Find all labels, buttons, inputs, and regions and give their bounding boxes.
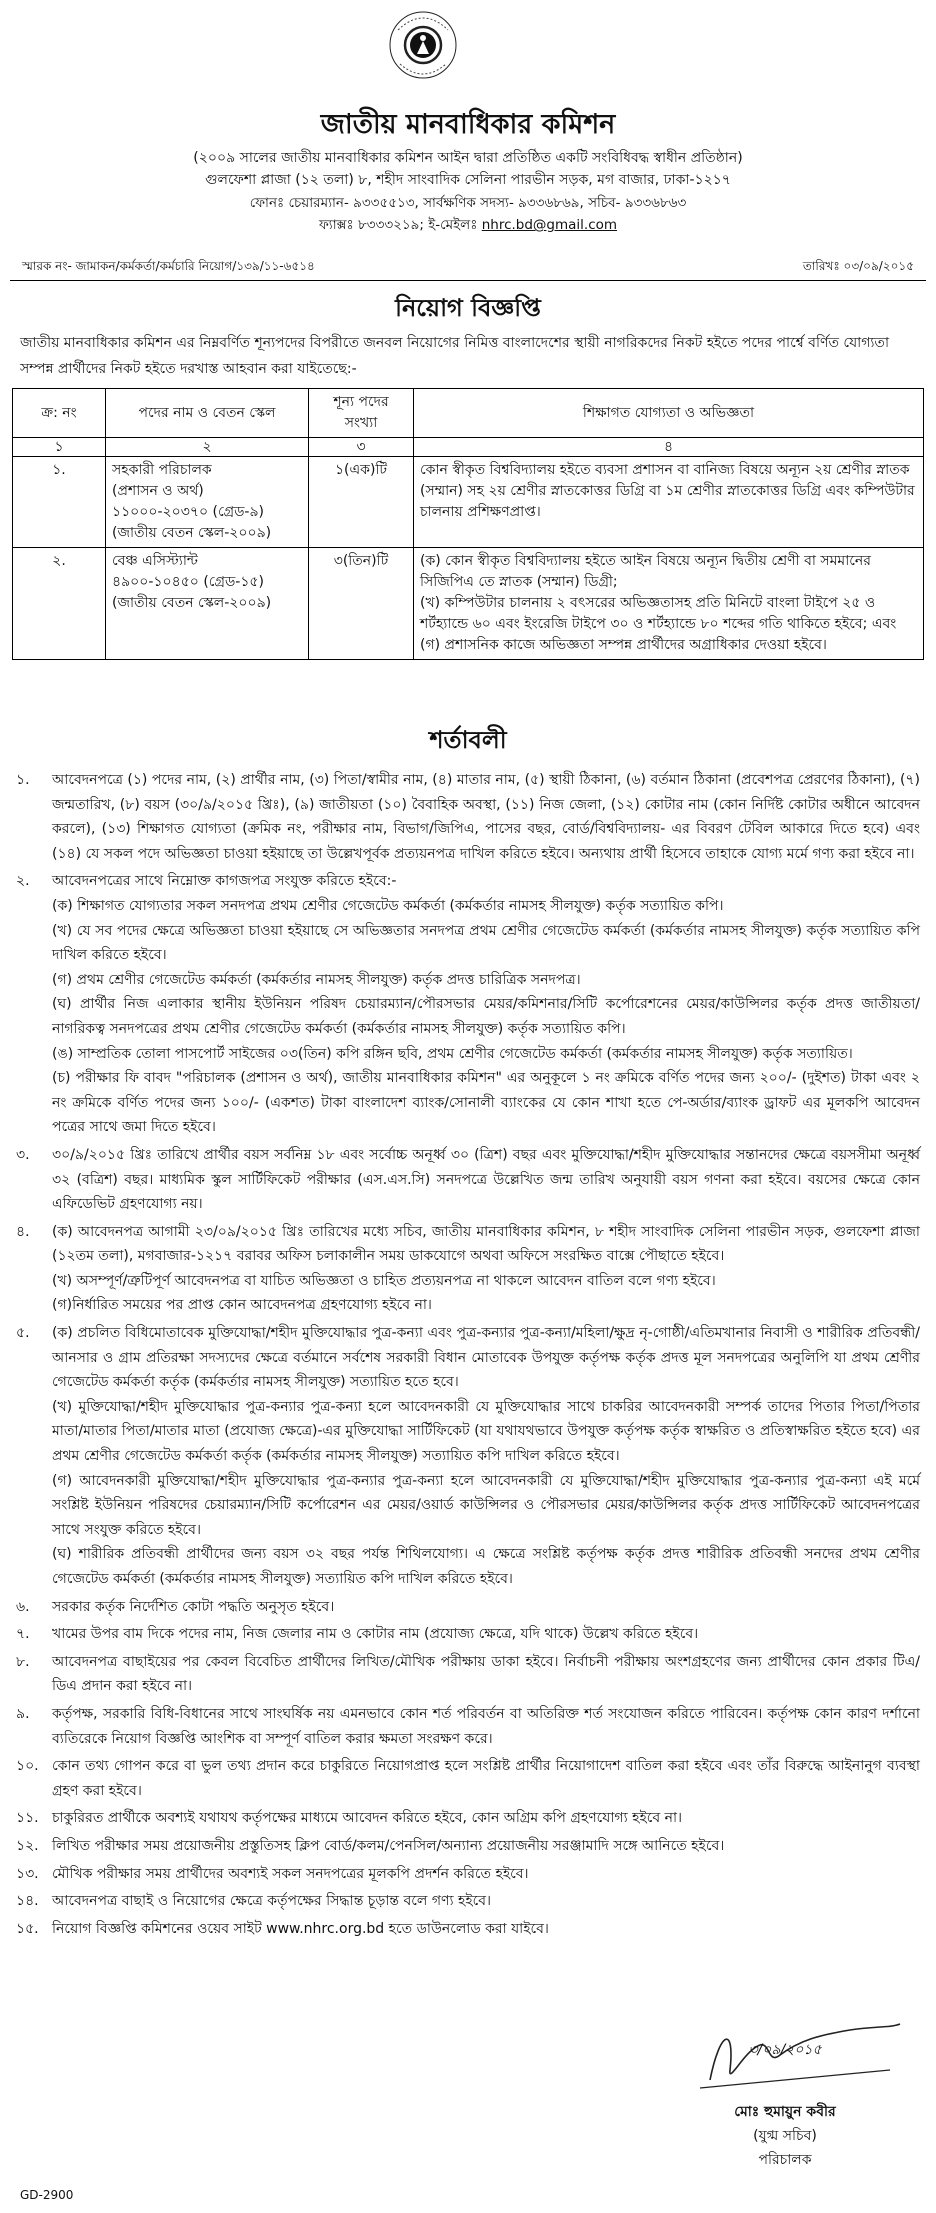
fax-text: ফ্যাক্সঃ ৮৩৩৩২১৯; ই-মেইলঃ [318,217,478,233]
condition-number: ৯. [16,1705,30,1722]
condition-text: আবেদনপত্র বাছাই ও নিয়োগের ক্ষেত্রে কর্তৃপক্ষের সিদ্ধান্ত চূড়ান্ত বলে গণ্য হইবে। [52,1893,492,1910]
row-post [106,457,309,548]
condition-body [52,1143,920,1217]
col-number: ৪ [414,438,924,457]
condition-text: ৩০/৯/২০১৫ খ্রিঃ তারিখে প্রার্থীর বয়স সর্বনিম্ন ১৮ এবং সর্বোচ্চ অনূর্ধ্ব ৩০ (ত্রিশ) বছর এবং মুক্তিযোদ্ধা/শহীদ মুক্তিযোদ্ধার সন্তানদের ক্ষেত্রে বয়সসীমা অনূর্ধ্ব ৩২ (বত্রিশ) বছর। মাধ্যমিক স্কুল সার্টিফিকেট পরীক্ষার (এস.এস.সি) সনদপত্রে উল্লেখিত জন্ম তারিখ অনুযায়ী বয়স গণনা করা হইবে। বয়সের ক্ষেত্রে কোন এফিডেভিট গ্রহণযোগ্য নয়। [52,1146,920,1213]
table-row [13,548,924,660]
condition-text: (ক) আবেদনপত্র আগামী ২৩/০৯/২০১৫ খ্রিঃ তারিখের মধ্যে সচিব, জাতীয় মানবাধিকার কমিশন, ৮ শহীদ সাংবাদিক সেলিনা পারভীন সড়ক, গুলফেশা প্লাজা (১২তম তলা), মগবাজার-১২১৭ বরাবর অফিস চলাকালীন সময় ডাকযোগে অথবা অফিসে সংরক্ষিত বাক্সে পৌছাতে হইবে। [52,1223,920,1265]
header-serial: ক্র: নং [13,389,106,438]
condition-body [52,768,920,866]
row-qualification [414,457,924,548]
qualification-line: (খ) কম্পিউটার চালনায় ২ বৎসরের অভিজ্ঞতাসহ প্রতি মিনিটে বাংলা টাইপে ২৫ ও শর্টহ্যান্ডে ৬০ এবং ইংরেজি টাইপে ৩০ ও শর্টহ্যান্ডে ৮০ শব্দের গতি থাকিতে হইবে; এবং [420,595,897,632]
qualification-line: কোন স্বীকৃত বিশ্ববিদ্যালয় হইতে ব্যবসা প্রশাসন বা বানিজ্য বিষয়ে অন্যূন ২য় শ্রেণীর স্নাতক (সম্মান) সহ ২য় শ্রেণীর স্নাতকোত্তর ডিগ্রি বা ১ম শ্রেণীর স্নাতকোত্তর ডিগ্রি এবং কম্পিউটার চালনায় প্রশিক্ষণপ্রাপ্ত। [420,462,915,520]
notice-date: তারিখঃ ০৩/০৯/২০১৫ [802,259,914,273]
post-line: (জাতীয় বেতন স্কেল-২০০৯) [112,525,272,541]
row-qualification [414,548,924,660]
condition-body [52,1220,920,1318]
signatory-name: মোঃ হুমায়ুন কবীর [734,2104,836,2120]
header-post: পদের নাম ও বেতন স্কেল [106,389,309,438]
condition-text: (ক) শিক্ষাগত যোগ্যতার সকল সনদপত্র প্রথম শ্রেণীর গেজেটেড কর্মকর্তা (কর্মকর্তার নামসহ সীলযুক্ত) কর্তৃক সত্যায়িত কপি। [52,897,724,914]
notice-title: নিয়োগ বিজ্ঞপ্তি [395,294,541,322]
nhrc-emblem-icon [384,8,462,82]
condition-text: (চ) পরীক্ষার ফি বাবদ "পরিচালক (প্রশাসন ও অর্থ), জাতীয় মানবাধিকার কমিশন" এর অনুকূলে ১ নং ক্রমিকে বর্ণিত পদের জন্য ২০০/- (দুইশত) টাকা এবং ২ নং ক্রমিকে বর্ণিত পদের জন্য ১০০/- (একশত) টাকা বাংলাদেশ ব্যাংক/সোনালী ব্যাংকের যে কোন শাখা হতে পে-অর্ডার/ব্যাংক ড্রাফট এর মূলকপি আবেদন পত্রের সাথে জমা দিতে হইবে। [52,1070,920,1136]
condition-text: (ঘ) প্রার্থীর নিজ এলাকার স্থানীয় ইউনিয়ন পরিষদ চেয়ারম্যান/পৌরসভার মেয়র/কমিশনার/সিটি কর্পোরেশনের মেয়র/কাউন্সিলর কর্তৃক প্রদত্ত জাতীয়তা/নাগরিকত্ব সনদপত্রের প্রথম শ্রেণীর গেজেটেড কর্মকর্তা (কর্মকর্তার নামসহ সীলযুক্ত) কর্তৃক সত্যায়িত কপি। [52,996,920,1037]
condition-text: (ঙ) সাম্প্রতিক তোলা পাসপোর্ট সাইজের ০৩(তিন) কপি রঙ্গিন ছবি, প্রথম শ্রেণীর গেজেটেড কর্মকর্তা (কর্মকর্তার নামসহ সীলযুক্ত) কর্তৃক সত্যায়িত। [52,1045,853,1062]
condition-number: ১০. [16,1758,39,1775]
email-link[interactable]: nhrc.bd@gmail.com [481,217,618,233]
condition-text: (গ) আবেদনকারী মুক্তিযোদ্ধা/শহীদ মুক্তিযোদ্ধার পুত্র-কন্যার পুত্র-কন্যা হলে আবেদনকারী যে মুক্তিযোদ্ধা/শহীদ মুক্তিযোদ্ধার পুত্র-কন্যার পুত্র-কন্যা এই মর্মে সংশ্লিষ্ট ইউনিয়ন পরিষদের চেয়ারম্যান/সিটি কর্পোরেশন এর মেয়র/ওয়ার্ড কাউন্সিলর ও পৌরসভার মেয়র/কাউন্সিলর কর্তৃক প্রদত্ত সার্টিফিকেট আবেদনপত্রের সাথে সংযুক্ত করিতে হইবে। [52,1472,920,1538]
table-row [13,457,924,548]
condition-item [16,869,920,1140]
condition-number: ১২. [16,1837,39,1854]
condition-number: ২. [16,873,30,890]
col-number: ২ [106,438,309,457]
signatory-title: পরিচালক [758,2152,812,2168]
condition-item [16,1834,920,1859]
row-vacancies: ৩(তিন)টি [309,548,414,660]
condition-text: (গ)নির্ধারিত সময়ের পর প্রাপ্ত কোন আবেদনপত্র গ্রহণযোগ্য হইবে না। [52,1297,432,1314]
post-line: ৪৯০০-১০৪৫০ (গ্রেড-১৫) [112,574,264,590]
conditions-list [16,768,920,1944]
footer-code: GD-2900 [20,2188,74,2202]
condition-number: ৩. [16,1146,30,1163]
condition-number: ৮. [16,1653,30,1670]
post-line: (জাতীয় বেতন স্কেল-২০০৯) [112,595,272,611]
condition-item [16,1595,920,1620]
condition-text: লিখিত পরীক্ষার সময় প্রয়োজনীয় প্রস্তুতিসহ ক্লিপ বোর্ড/কলম/পেনসিল/অন্যান্য প্রয়োজনীয় সরঞ্জামাদি সঙ্গে আনিতে হইবে। [52,1837,725,1854]
condition-body [52,1622,920,1647]
condition-text: (খ) যে সব পদের ক্ষেত্রে অভিজ্ঞতা চাওয়া হইয়াছে সে অভিজ্ঞতার সনদপত্র প্রথম শ্রেণীর গেজেটেড কর্মকর্তা (কর্মকর্তার নামসহ সীলযুক্ত) কর্তৃক সত্যায়িত কপি দাখিল করিতে হইবে। [52,922,920,964]
condition-body [52,1917,920,1942]
condition-text: কোন তথ্য গোপন করে বা ভুল তথ্য প্রদান করে চাকুরিতে নিয়োগপ্রাপ্ত হলে সংশ্লিষ্ট প্রার্থীর নিয়োগাদেশ বাতিল করা হইবে এবং তাঁর বিরুদ্ধে আইনানুগ ব্যবস্থা গ্রহণ করা হইবে। [52,1758,920,1799]
post-line: সহকারী পরিচালক [112,462,212,478]
condition-item [16,1220,920,1318]
condition-number: ১৪. [16,1893,39,1910]
condition-body [52,1862,920,1887]
condition-text: (ক) প্রচলিত বিধিমোতাবেক মুক্তিযোদ্ধা/শহীদ মুক্তিযোদ্ধার পুত্র-কন্যা এবং পুত্র-কন্যার পুত্র-কন্যা/মহিলা/ক্ষুদ্র নৃ-গোষ্ঠী/এতিমখানার নিবাসী ও শারীরিক প্রতিবন্ধী/আনসার ও গ্রাম প্রতিরক্ষা সদস্যদের ক্ষেত্রে বর্তমানে সর্বশেষ সরকারী বিধান মোতাবেক উপযুক্ত কর্তৃপক্ষ কর্তৃক প্রদত্ত মূল সনদপত্রের অনুলিপি যা প্রথম শ্রেণীর গেজেটেড কর্মকর্তা কর্তৃক (কর্মকর্তার নামসহ সীলযুক্ত) সত্যায়িত হতে হবে। [52,1325,920,1391]
post-line: (প্রশাসন ও অর্থ) [112,483,204,499]
condition-body [52,1806,920,1831]
condition-text: কর্তৃপক্ষ, সরকারি বিধি-বিধানের সাথে সাংঘর্ষিক নয় এমনভাবে কোন শর্ত পরিবর্তন বা অতিরিক্ত শর্ত সংযোজন করিতে পারিবেন। কর্তৃপক্ষ কোন কারণ দর্শানো ব্যতিরেকে নিয়োগ বিজ্ঞপ্তি আংশিক বা সম্পূর্ণ বাতিল করার ক্ষমতা সংরক্ষণ করে। [52,1705,920,1747]
condition-body [52,1754,920,1803]
row-serial: ১. [13,457,106,548]
row-serial: ২. [13,548,106,660]
qualification-line: (গ) প্রশাসনিক কাজে অভিজ্ঞতা সম্পন্ন প্রার্থীদের অগ্রাধিকার দেওয়া হইবে। [420,637,827,653]
row-vacancies: ১(এক)টি [309,457,414,548]
conditions-title: শর্তাবলী [429,726,507,754]
organization-name: জাতীয় মানবাধিকার কমিশন [320,109,616,140]
condition-text: আবেদনপত্র বাছাইয়ের পর কেবল বিবেচিত প্রার্থীদের লিখিত/মৌখিক পরীক্ষায় ডাকা হইবে। নির্বাচনী পরীক্ষায় অংশগ্রহণের জন্য প্রার্থীদের কোন প্রকার টিএ/ডিএ প্রদান করা হইবে না। [52,1653,920,1695]
phone-line: ফোনঃ চেয়ারম্যান- ৯৩৩৫৫১৩, সার্বক্ষণিক সদস্য- ৯৩৩৬৮৬৯, সচিব- ৯৩৩৬৮৬৩ [249,195,687,211]
signature-block [660,2042,910,2172]
vacancy-table [12,388,924,660]
condition-item [16,1650,920,1699]
establishment-line: (২০০৯ সালের জাতীয় মানবাধিকার কমিশন আইন দ্বারা প্রতিষ্ঠিত একটি সংবিধিবদ্ধ স্বাধীন প্রতিষ্ঠান) [193,150,743,166]
signature-date: ৩/০৯/২০১৫ [748,2042,822,2058]
condition-body [52,1650,920,1699]
condition-body [52,1595,920,1620]
condition-number: ১৫. [16,1920,39,1937]
condition-text: সরকার কর্তৃক নির্দেশিত কোটা পদ্ধতি অনুসৃত হইবে। [52,1598,335,1615]
address-line: গুলফেশা প্লাজা (১২ তলা) ৮, শহীদ সাংবাদিক সেলিনা পারভীন সড়ক, মগ বাজার, ঢাকা-১২১৭ [205,172,731,188]
header-qualification: শিক্ষাগত যোগ্যতা ও অভিজ্ঞতা [414,389,924,438]
qualification-line: (ক) কোন স্বীকৃত বিশ্ববিদ্যালয় হইতে আইন বিষয়ে অন্যূন দ্বিতীয় শ্রেণী বা সমমানের সিজিপিএ তে স্নাতক (সম্মান) ডিগ্রী; [420,553,871,590]
condition-item [16,1862,920,1887]
condition-item [16,1321,920,1592]
col-number: ১ [13,438,106,457]
condition-text: আবেদনপত্রে (১) পদের নাম, (২) প্রার্থীর নাম, (৩) পিতা/স্বামীর নাম, (৪) মাতার নাম, (৫) স্থায়ী ঠিকানা, (৬) বর্তমান ঠিকানা (প্রবেশপত্র প্রেরণের ঠিকানা), (৭) জন্মতারিখ, (৮) বয়স (৩০/৯/২০১৫ খ্রিঃ), (৯) জাতীয়তা (১০) বৈবাহিক অবস্থা, (১১) নিজ জেলা, (১২) কোটার নাম (কোন নির্দিষ্ট কোটার অধীনে আবেদন করলে), (১৩) শিক্ষাগত যোগ্যতা (ক্রমিক নং, পরীক্ষার নাম, বিভাগ/জিপিএ, পাসের বছর, বোর্ড/বিশ্ববিদ্যালয়- এর বিবরণ টেবিল আকারে দিতে হবে) এবং (১৪) যে সকল পদে অভিজ্ঞতা চাওয়া হইয়াছে তা উল্লেখপূর্বক প্রত্যয়নপত্র দাখিল করিতে হইবে। অন্যথায় প্রার্থী হিসেবে তাহাকে যোগ্য মর্মে গণ্য করা হইবে না। [52,772,920,862]
condition-item [16,1917,920,1942]
condition-text: (খ) অসম্পূর্ণ/ত্রুটিপূর্ণ আবেদনপত্র বা যাচিত অভিজ্ঞতা ও চাহিত প্রত্যয়নপত্র না থাকলে আবেদন বাতিল বলে গণ্য হইবে। [52,1272,716,1289]
condition-number: ৭. [16,1626,30,1643]
condition-item [16,1889,920,1914]
fax-email-line [0,214,936,237]
condition-item [16,1143,920,1217]
condition-body [52,1321,920,1592]
condition-number: ১১. [16,1810,39,1827]
condition-item [16,768,920,866]
header-vacancies: শূন্য পদের সংখ্যা [309,389,414,438]
row-post [106,548,309,660]
intro-paragraph: জাতীয় মানবাধিকার কমিশন এর নিম্নবর্ণিত শূন্যপদের বিপরীতে জনবল নিয়োগের নিমিত্ত বাংলাদেশের স্থায়ী নাগরিকদের নিকট হইতে পদের পার্শ্বে বর্ণিত যোগ্যতা সম্পন্ন প্রার্থীদের নিকট হইতে দরখাস্ত আহবান করা যাইতেছে:- [20,335,889,377]
condition-number: ৪. [16,1223,30,1240]
condition-text: (গ) প্রথম শ্রেণীর গেজেটেড কর্মকর্তা (কর্মকর্তার নামসহ সীলযুক্ত) কর্তৃক প্রদত্ত চারিত্রিক সনদপত্র। [52,971,581,988]
condition-text: মৌখিক পরীক্ষার সময় প্রার্থীদের অবশ্যই সকল সনদপত্রের মূলকপি প্রদর্শন করিতে হইবে। [52,1865,529,1882]
condition-number: ৫. [16,1325,30,1342]
col-number: ৩ [309,438,414,457]
condition-text: আবেদনপত্রের সাথে নিম্নোক্ত কাগজপত্র সংযুক্ত করিতে হইবে:- [52,873,397,890]
condition-number: ১. [16,772,30,788]
post-line: ১১০০০-২০৩৭০ (গ্রেড-৯) [112,504,265,520]
condition-item [16,1806,920,1831]
condition-text: (খ) মুক্তিযোদ্ধা/শহীদ মুক্তিযোদ্ধার পুত্র-কন্যার পুত্র-কন্যা হলে আবেদনকারী যে মুক্তিযোদ্ধার সাথে চাকরির আবেদনকারী সম্পর্ক তাদের পিতার পিতা/পিতার মাতা/মাতার পিতা/মাতার মাতা (প্রযোজ্য ক্ষেত্রে)-এর মুক্তিযোদ্ধা সার্টিফিকেট (যা যথাযথভাবে উপযুক্ত কর্তৃপক্ষ কর্তৃক স্বাক্ষরিত ও প্রতিস্বাক্ষরিত হইতে হবে) এর প্রথম শ্রেণীর গেজেটেড কর্মকর্তা কর্তৃক (কর্মকর্তার নামসহ সীলযুক্ত) সত্যায়িত কপি দাখিল করিতে হইবে। [52,1398,920,1465]
condition-body [52,1834,920,1859]
signatory-designation: (যুগ্ম সচিব) [753,2128,817,2144]
condition-number: ১৩. [16,1865,39,1882]
condition-text: নিয়োগ বিজ্ঞপ্তি কমিশনের ওয়েব সাইট www.nhrc.org.bd হতে ডাউনলোড করা যাইবে। [52,1920,549,1937]
divider [10,280,926,281]
memo-number: স্মারক নং- জামাকন/কর্মকর্তা/কর্মচারি নিয়োগ/১৩৯/১১-৬৫১৪ [22,259,315,273]
condition-text: খামের উপর বাম দিকে পদের নাম, নিজ জেলার নাম ও কোটার নাম (প্রযোজ্য ক্ষেত্রে, যদি থাকে) উল্লেখ করিতে হইবে। [52,1626,699,1643]
condition-body [52,1702,920,1751]
condition-item [16,1754,920,1803]
condition-number: ৬. [16,1598,30,1615]
condition-body [52,869,920,1140]
condition-item [16,1702,920,1751]
post-line: বেঞ্চ এসিস্ট্যান্ট [112,553,198,569]
condition-body [52,1889,920,1914]
condition-text: চাকুরিরত প্রার্থীকে অবশ্যই যথাযথ কর্তৃপক্ষের মাধ্যমে আবেদন করিতে হইবে, কোন অগ্রিম কপি গ্রহণযোগ্য হইবে না। [52,1810,683,1827]
condition-text: (ঘ) শারীরিক প্রতিবন্ধী প্রার্থীদের জন্য বয়স ৩২ বছর পর্যন্ত শিথিলযোগ্য। এ ক্ষেত্রে সংশ্লিষ্ট কর্তৃপক্ষ কর্তৃক প্রদত্ত শারীরিক প্রতিবন্ধী সনদের প্রথম শ্রেণীর গেজেটেড কর্মকর্তা (কর্মকর্তার নামসহ সীলযুক্ত) সত্যায়িত কপি দাখিল করিতে হইবে। [52,1546,920,1587]
condition-item [16,1622,920,1647]
